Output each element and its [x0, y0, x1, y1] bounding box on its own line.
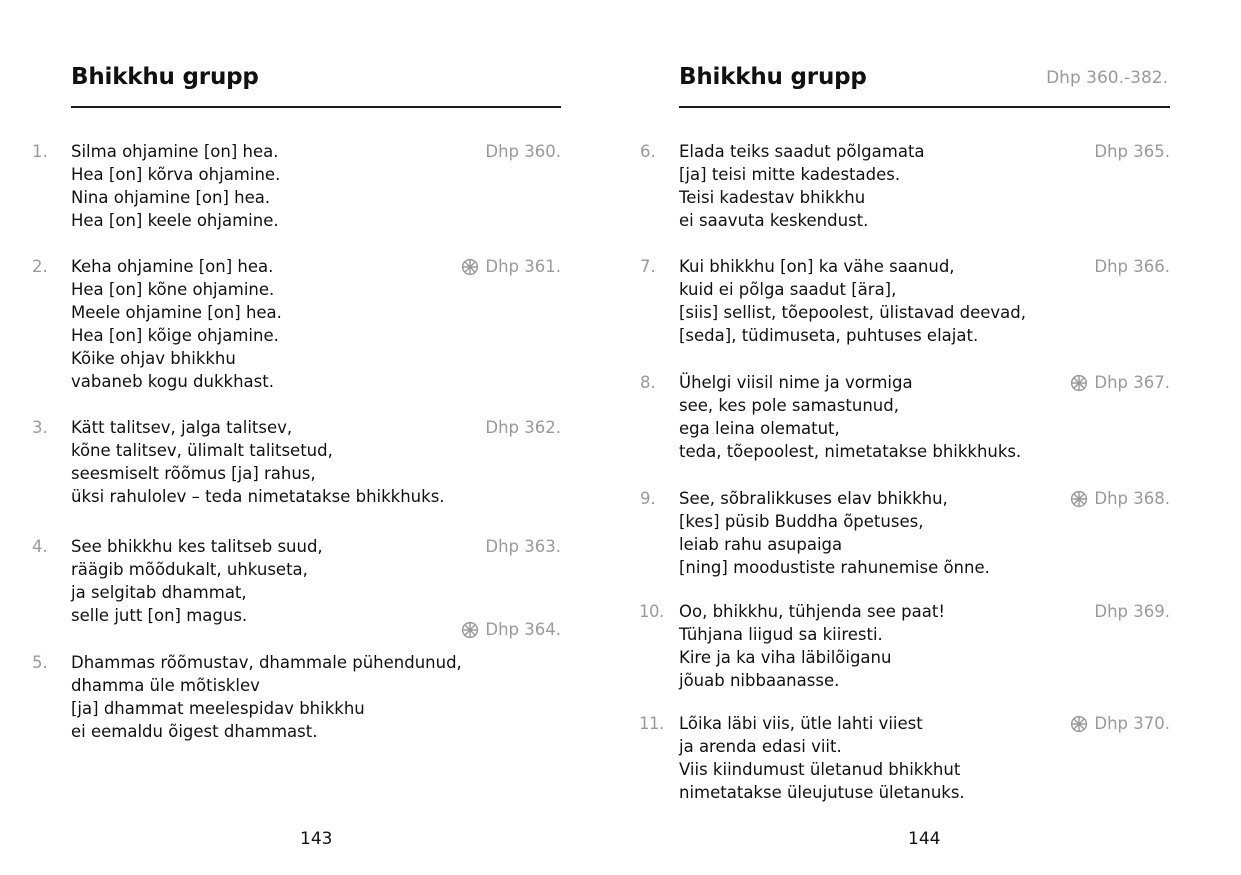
verse-reference: Dhp 367. — [1070, 371, 1170, 394]
verse-line: Teisi kadestav bhikkhu — [679, 188, 866, 207]
verse-line: Hea [on] keele ohjamine. — [71, 211, 279, 230]
verse-reference: Dhp 366. — [1094, 257, 1170, 276]
left-page — [0, 0, 620, 875]
verse-line: Dhammas rõõmustav, dhammale pühendunud, — [71, 653, 462, 672]
verse-number: 4. — [32, 537, 48, 556]
verse-line: kuid ei põlga saadut [ära], — [679, 280, 897, 299]
verse-reference: Dhp 369. — [1094, 602, 1170, 621]
page-number: 144 — [908, 829, 941, 849]
verse-11 — [639, 712, 1170, 804]
verse-7 — [640, 255, 1170, 347]
verse-1 — [32, 140, 561, 232]
verse-line: See bhikkhu kes talitseb suud, — [71, 537, 323, 556]
verse-number: 7. — [640, 257, 656, 276]
header-reference: Dhp 360.-382. — [1046, 68, 1168, 88]
verse-line: Nina ohjamine [on] hea. — [71, 188, 271, 207]
dhamma-wheel-icon — [1070, 490, 1088, 508]
verse-line: Hea [on] kõige ohjamine. — [71, 326, 279, 345]
page-number: 143 — [300, 829, 333, 849]
verse-line: [ja] dhammat meelespidav bhikkhu — [71, 699, 365, 718]
verse-line: teda, tõepoolest, nimetatakse bhikkhuks. — [679, 442, 1022, 461]
verse-line: ei eemaldu õigest dhammast. — [71, 722, 318, 741]
verse-line: Kätt talitsev, jalga talitsev, — [71, 418, 293, 437]
verse-line: nimetatakse üleujutuse ületanuks. — [679, 783, 965, 802]
verse-3 — [32, 416, 561, 508]
verse-line: dhamma üle mõtisklev — [71, 676, 260, 695]
title-rule — [679, 106, 1170, 108]
dhamma-wheel-icon — [461, 621, 479, 639]
verse-line: leiab rahu asupaiga — [679, 535, 843, 554]
verse-line: Keha ohjamine [on] hea. — [71, 257, 274, 276]
page-title: Bhikkhu grupp — [679, 64, 867, 90]
verse-8 — [640, 371, 1170, 463]
verse-line: Meele ohjamine [on] hea. — [71, 303, 282, 322]
verse-number: 1. — [32, 142, 48, 161]
verse-line: ei saavuta keskendust. — [679, 211, 869, 230]
verse-line: Elada teiks saadut põlgamata — [679, 142, 925, 161]
verse-4 — [32, 535, 561, 627]
verse-number: 10. — [639, 602, 664, 621]
verse-line: Viis kiindumust ületanud bhikkhut — [679, 760, 961, 779]
verse-reference: Dhp 360. — [485, 142, 561, 161]
verse-reference: Dhp 370. — [1070, 712, 1170, 735]
verse-line: Tühjana liigud sa kiiresti. — [679, 625, 883, 644]
verse-10 — [639, 600, 1170, 692]
verse-line: Ühelgi viisil nime ja vormiga — [679, 373, 913, 392]
verse-line: Oo, bhikkhu, tühjenda see paat! — [679, 602, 945, 621]
verse-number: 5. — [32, 653, 48, 672]
verse-2 — [32, 255, 561, 393]
verse-line: Lõika läbi viis, ütle lahti viiest — [679, 714, 923, 733]
verse-line: jõuab nibbaanasse. — [679, 671, 840, 690]
verse-line: see, kes pole samastunud, — [679, 396, 899, 415]
verse-line: Kire ja ka viha läbilõiganu — [679, 648, 892, 667]
verse-line: ja arenda edasi viit. — [679, 737, 842, 756]
verse-line: Kui bhikkhu [on] ka vähe saanud, — [679, 257, 955, 276]
verse-line: See, sõbralikkuses elav bhikkhu, — [679, 489, 948, 508]
right-page — [620, 0, 1240, 875]
verse-reference: Dhp 364. — [461, 620, 561, 639]
dhamma-wheel-icon — [1070, 715, 1088, 733]
verse-6 — [640, 140, 1170, 232]
verse-number: 3. — [32, 418, 48, 437]
verse-line: ega leina olematut, — [679, 419, 840, 438]
verse-reference: Dhp 362. — [485, 418, 561, 437]
verse-number: 6. — [640, 142, 656, 161]
verse-line: [ning] moodustiste rahunemise õnne. — [679, 558, 990, 577]
verse-line: räägib mõõdukalt, uhkuseta, — [71, 560, 308, 579]
verse-number: 8. — [640, 373, 656, 392]
page-title: Bhikkhu grupp — [71, 64, 259, 90]
verse-line: Kõike ohjav bhikkhu — [71, 349, 236, 368]
verse-5 — [32, 651, 561, 743]
verse-line: [ja] teisi mitte kadestades. — [679, 165, 901, 184]
title-rule — [71, 106, 561, 108]
verse-reference: Dhp 368. — [1070, 487, 1170, 510]
verse-line: ja selgitab dhammat, — [71, 583, 247, 602]
verse-number: 11. — [639, 714, 664, 733]
dhamma-wheel-icon — [1070, 374, 1088, 392]
verse-reference: Dhp 361. — [461, 255, 561, 278]
verse-line: seesmiselt rõõmus [ja] rahus, — [71, 464, 316, 483]
verse-line: Silma ohjamine [on] hea. — [71, 142, 279, 161]
verse-line: Hea [on] kõne ohjamine. — [71, 280, 275, 299]
verse-reference: Dhp 365. — [1094, 142, 1170, 161]
dhamma-wheel-icon — [461, 258, 479, 276]
verse-line: kõne talitsev, ülimalt talitsetud, — [71, 441, 333, 460]
verse-number: 2. — [32, 257, 48, 276]
verse-number: 9. — [640, 489, 656, 508]
verse-line: [kes] püsib Buddha õpetuses, — [679, 512, 924, 531]
verse-line: selle jutt [on] magus. — [71, 606, 248, 625]
verse-reference: Dhp 363. — [485, 537, 561, 556]
verse-line: Hea [on] kõrva ohjamine. — [71, 165, 281, 184]
verse-9 — [640, 487, 1170, 579]
verse-line: [seda], tüdimuseta, puhtuses elajat. — [679, 326, 979, 345]
verse-line: üksi rahulolev – teda nimetatakse bhikkhuks. — [71, 487, 445, 506]
verse-line: [siis] sellist, tõepoolest, ülistavad deevad, — [679, 303, 1026, 322]
verse-line: vabaneb kogu dukkhast. — [71, 372, 274, 391]
